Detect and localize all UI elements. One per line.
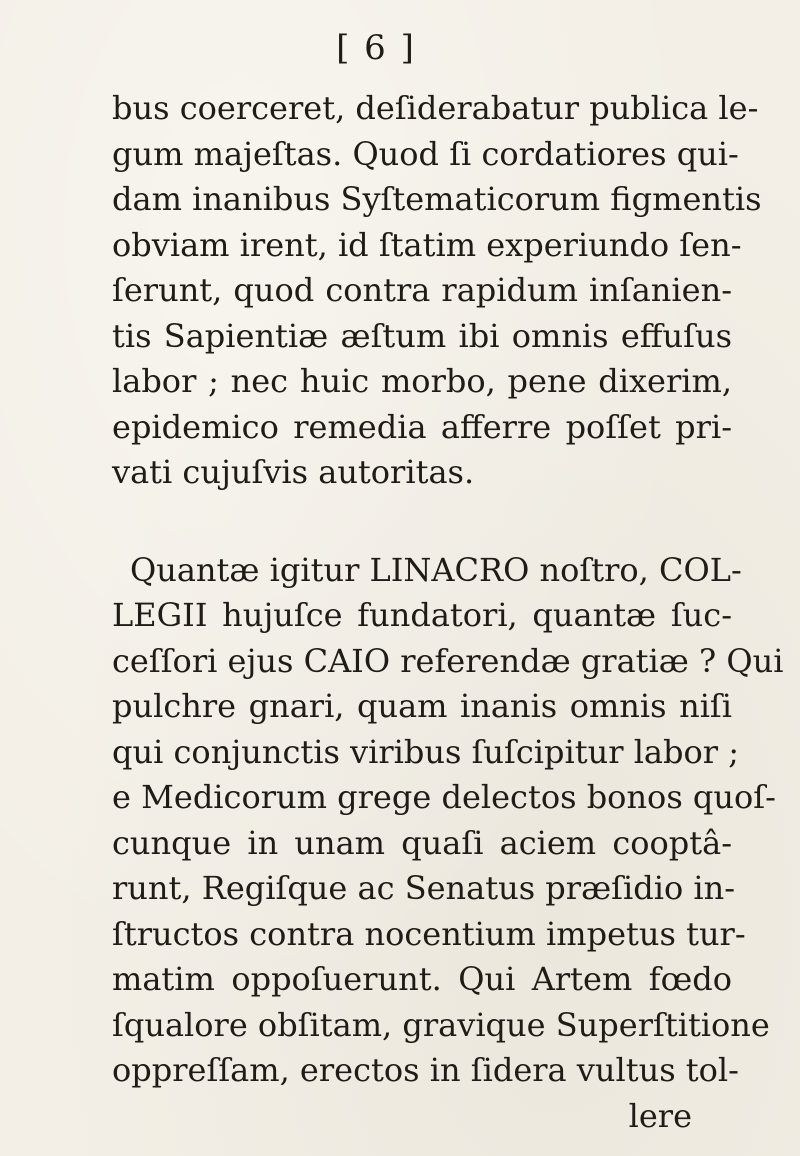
paragraph-gap bbox=[112, 496, 732, 548]
text-line: vati cujuſvis autoritas. bbox=[112, 453, 475, 491]
text-line: pulchre gnari, quam inanis omnis niſi bbox=[112, 687, 732, 725]
text-line: ceſſori ejus CAIO referendæ gratiæ ? Qui bbox=[112, 641, 784, 680]
text-line: gum majeſtas. Quod ſi cordatiores qui- bbox=[112, 134, 739, 173]
text-line: oppreſſam, erectos in ſidera vultus tol- bbox=[112, 1051, 739, 1089]
text-line: matim oppoſuerunt. Qui Artem fœdo bbox=[112, 960, 732, 998]
text-line: ſerunt, quod contra rapidum inſanien- bbox=[112, 271, 732, 309]
text-line: obviam irent, id ſtatim experiundo ſen- bbox=[112, 225, 742, 264]
text-line: runt, Regiſque ac Senatus præſidio in- bbox=[112, 869, 736, 907]
body-text bbox=[112, 86, 784, 1139]
text-line: e Medicorum grege delectos bonos quoſ- bbox=[112, 778, 776, 816]
text-line: qui conjunctis viribus ſuſcipitur labor ; bbox=[112, 732, 739, 771]
text-line: LEGII hujuſce fundatori, quantæ ſuc- bbox=[112, 596, 732, 634]
paragraph-1 bbox=[112, 86, 762, 496]
page-number: [ 6 ] bbox=[336, 28, 416, 68]
text-line: ſtructos contra nocentium impetus tur- bbox=[112, 914, 746, 953]
text-line: dam inanibus Syſtematicorum figmentis bbox=[112, 180, 762, 218]
text-line: bus coerceret, deſiderabatur publica le- bbox=[112, 89, 759, 127]
text-line: Quantæ igitur LINACRO noſtro, COL- bbox=[130, 550, 742, 589]
text-line: tis Sapientiæ æſtum ibi omnis effuſus bbox=[112, 316, 732, 355]
text-line: labor ; nec huic morbo, pene dixerim, bbox=[112, 362, 732, 400]
paragraph-2 bbox=[112, 548, 784, 1140]
text-line: epidemico remedia afferre poſſet pri- bbox=[112, 407, 732, 446]
text-line: ſqualore obſitam, gravique Superſtitione bbox=[112, 1005, 770, 1044]
text-line: cunque in unam quaſi aciem cooptâ- bbox=[112, 823, 732, 862]
catchword: lere bbox=[628, 1096, 692, 1135]
